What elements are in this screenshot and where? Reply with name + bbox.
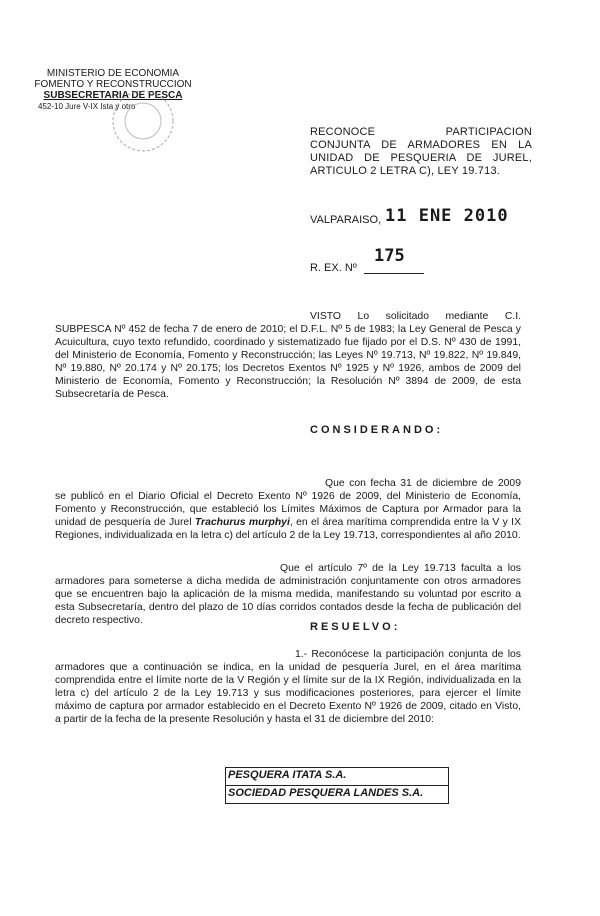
- considerando-1: [55, 477, 521, 542]
- resuelvo-heading: RESUELVO:: [310, 621, 401, 633]
- armadores-table: [225, 767, 449, 804]
- considerando-1-body-b: , en el área marítima comprendida entre la V y IX Regiones, individualizada en la letra c) del artículo 2 de la Ley 19.713, correspondientes al año 2010.: [55, 517, 521, 541]
- resolution-label: R. EX. Nº: [310, 262, 357, 274]
- subject-line: CONJUNTA DE ARMADORES EN LA: [310, 139, 532, 151]
- subject-line: RECONOCE PARTICIPACION: [310, 126, 532, 138]
- subject-line: ARTICULO 2 LETRA C), LEY 19.713.: [310, 165, 501, 177]
- considerando-2-lead: Que el artículo 7º de la Ley 19.713 faculta a: [280, 563, 503, 574]
- resolution-number: 175: [374, 246, 405, 266]
- visto-paragraph: [55, 310, 521, 401]
- reference-code: 452-10 Jure V-IX Ista y otro: [38, 102, 136, 111]
- resuelvo-1-lead: 1.- Reconócese la participación conjunta de: [295, 649, 504, 660]
- date-stamp: 11 ENE 2010: [385, 206, 509, 226]
- considerando-2-body: los armadores para someterse a dicha medida de administración conjuntamente con otros armadores que se encuentren bajo la aplicación de la misma medida, manifestando su voluntad por escrito a esta Subsecretaría, dentro del plazo de 10 días corridos contados desde la fecha de publicación del decreto respectivo.: [55, 563, 521, 626]
- resuelvo-1-body: los armadores que a continuación se indica, en la unidad de pesquería Jurel, en el área marítima comprendida entre el límite norte de la V Región y el límite sur de la IX Región, individualizada en la letra c) del artículo 2 de la Ley 19.713 y sus modificaciones posteriores, para ejercer el límite máximo de captura por armador establecido en el Decreto Exento Nº 1926 de 2009, citado en Visto, a partir de la fecha de la presente Resolución y hasta el 31 de diciembre del 2010:: [55, 649, 521, 725]
- species-name: Trachurus murphyi: [194, 517, 290, 528]
- official-seal-icon: [108, 86, 178, 156]
- subsecretaria-name: SUBSECRETARIA DE PESCA: [43, 90, 183, 101]
- considerando-2: [55, 562, 521, 627]
- visto-lead: VISTO Lo solicitado mediante C.I.: [310, 311, 521, 322]
- armador-row: PESQUERA ITATA S.A.: [226, 768, 448, 786]
- subject-block: [310, 126, 532, 178]
- armador-row: SOCIEDAD PESQUERA LANDES S.A.: [228, 787, 424, 799]
- considerando-heading: CONSIDERANDO:: [310, 424, 444, 436]
- considerando-1-body-a: publicó en el Diario Oficial el Decreto Exento Nº 1926 de 2009, del Ministerio de Economía, Fomento y Reconstrucción, que estableció los Límites Máximos de Captura por Armador para la unidad de pesquería de Jurel: [55, 491, 521, 528]
- considerando-1-lead: Que con fecha 31 de diciembre de 2009 se: [55, 478, 521, 502]
- place-label: VALPARAISO,: [310, 214, 382, 226]
- resuelvo-1: [55, 648, 521, 726]
- ministry-name: MINISTERIO DE ECONOMIA: [46, 68, 180, 79]
- resolution-number-line: [364, 273, 424, 274]
- ministry-name-2: FOMENTO Y RECONSTRUCCION: [34, 79, 192, 90]
- visto-body: SUBPESCA Nº 452 de fecha 7 de enero de 2010; el D.F.L. Nº 5 de 1983; la Ley General de Pesca y Acuicultura, cuyo texto refundido, coordinado y sistematizado fue fijado por el D.S. Nº 430 de 1991, del Ministerio de Economía, Fomento y Reconstrucción; las Leyes Nº 19.713, Nº 19.822, Nº 19.849, Nº 19.880, Nº 20.174 y Nº 20.175; los Decretos Exentos Nº 1925 y Nº 1926, ambos de 2009 del Ministerio de Economía, Fomento y Reconstrucción; la Resolución Nº 3894 de 2009, de esta Subsecretaría de Pesca.: [55, 324, 521, 400]
- subject-line: UNIDAD DE PESQUERIA DE JUREL,: [310, 152, 532, 164]
